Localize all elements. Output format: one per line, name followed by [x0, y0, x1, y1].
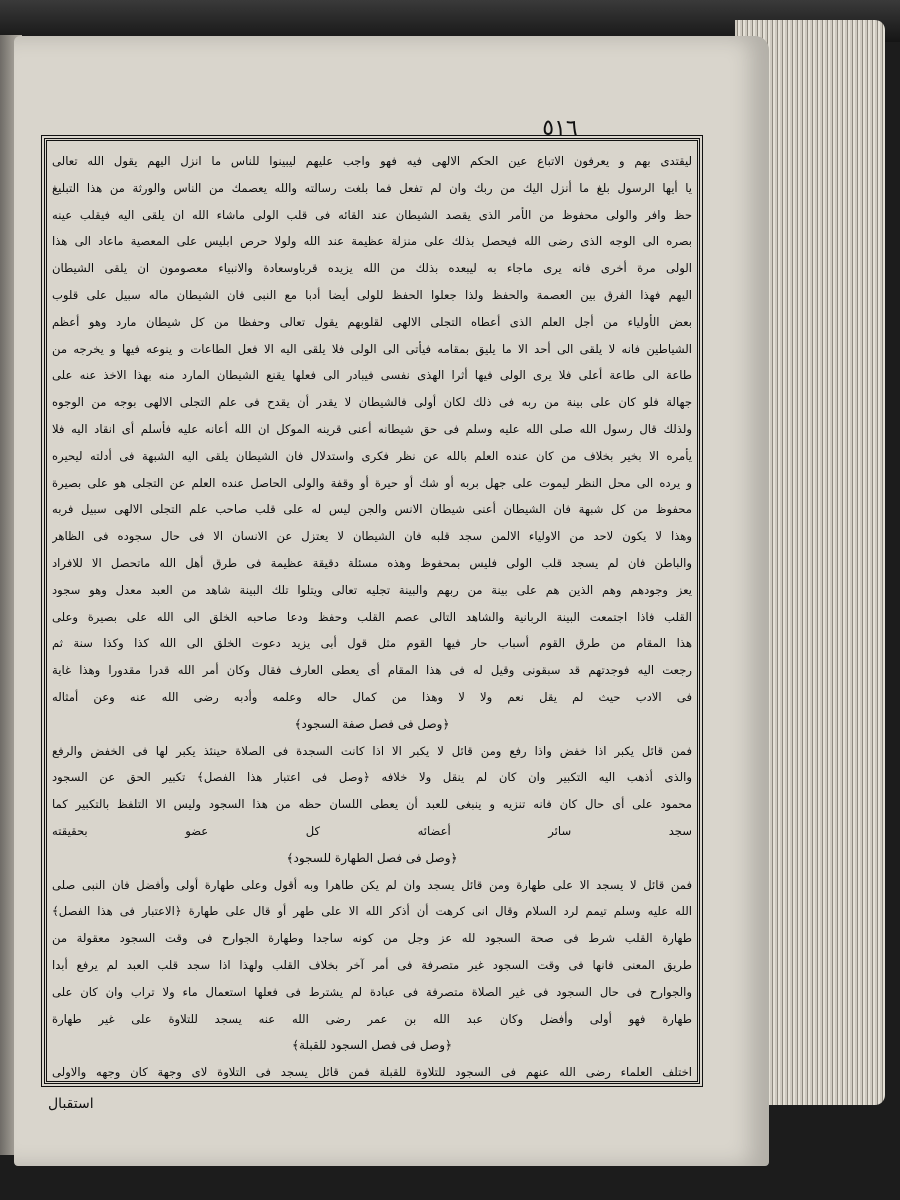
text-line: رجعت اليه فوجدتهم قد سبقونى وقيل له فى هذا المقام أى يعطى العارف فقال وكان أمر الله قدرا مقدورا وهذا غاية [52, 663, 692, 678]
text-line: جهالة فلو كان على بينة من ربه فى ذلك لكان أولى فالشيطان لا يقدر أن يقدح فى علم التجلى الالهى بوجه من الوجوه [52, 395, 692, 410]
text-line: الله عليه وسلم تيمم لرد السلام وقال انى كرهت أن أذكر الله الا على طهر أو قال على طهارة ﴿الاعتبار فى هذا الفصل﴾ [52, 904, 692, 919]
text-line: طاعة الى طاعة أعلى فلا يرى الولى فيها أثرا الهذى نفسى فيبادر الى فعلها يقنع الشيطان المارد منه بهذا الاخذ عنه على [52, 368, 692, 383]
text-line: الولى مرة أخرى فانه يرى ماجاء به ليبعده بذلك من الله يزيده قرباوسعادة والانبياء معصومون ان يلقى الشيطان [52, 261, 692, 276]
text-line: والذى أذهب اليه التكبير وان كان لم ينقل ولا خلافه ﴿وصل فى اعتبار هذا الفصل﴾ تكبير الحق عن السجود [52, 770, 692, 785]
section-heading: ﴿وصل فى فصل صفة السجود﴾ [294, 716, 450, 731]
text-line: ولذلك قال رسول الله صلى الله عليه وسلم فى حق شيطانه أعنى قرينه الموكل ان الله أعانه عليه فأسلم أى انقاد اليه فلا [52, 421, 692, 436]
text-line: سجد سائر أعضائه كل عضو بحقيقته [52, 823, 692, 838]
text-line: والجوارح فى حال السجود فى غير الصلاة متصرفة فى عبادة لم يشترط فى فعلها استعمال ماء ولا تراب وان كان على [52, 984, 692, 999]
text-line: طهارة القلب شرط فى صحة السجود لله عز وجل من كونه ساجدا وطهارة الجوارح فى وقت السجود معقولة من [52, 931, 692, 946]
text-line: بعض الأولياء من أجل العلم الذى أعطاه التجلى الالهى لقلوبهم يقول تعالى وحفظا من كل شيطان مارد وهو أعظم [52, 314, 692, 329]
text-line: اليهم فهذا الفرق بين العصمة والحفظ ولذا جعلوا الحفظ للولى أيضا أدبا مع النبى فان الشيطان ماله سبيل على قلوب [52, 287, 692, 302]
text-line: يأمره الا بخير بخلاف من كان عنده العلم بالله عن نظر فكرى واستدلال فان الشيطان يلقى اليه الشبهة فى أدلته ليحيره [52, 448, 692, 463]
text-line: محمود على أى حال كان فانه تنزيه و ينبغى للعبد أن يعطى اللسان حظه من هذا السجود وليس الا التلفظ بالتكبير كما [52, 797, 692, 812]
text-line: يا أيها الرسول بلغ ما أنزل اليك من ربك وان لم تفعل فما بلغت رسالته والله يعصمك من الناس والورثة من هذا التبليغ [52, 180, 692, 195]
text-line: وهذا لا يكون لاحد من الاولياء الالمن سجد قلبه فان الشيطان لا يعتزل عن الانسان الا فى حال سجوده فى الظاهر [52, 529, 692, 544]
text-line: القلب فاذا اجتمعت البينة الربانية والشاهد التالى عصم القلب وحفظ ودعا صاحبه الخلق الى الله على بصيرة وعلى [52, 609, 692, 624]
section-heading: ﴿وصل فى فصل الطهارة للسجود﴾ [286, 850, 458, 865]
text-line: فى الادب حيث لم يقل نعم ولا لا وهذا من كمال حاله وعلمه وأدبه رضى الله عنه وعن أمثاله [52, 689, 692, 704]
text-line: طريق المعنى فانها فى وقت السجود غير متصرفة فى أمر آخر بخلاف القلب ولهذا اذا سجد قلب العبد لم يرفع أبدا [52, 957, 692, 972]
text-line: طهارة فهو أولى وأفضل وكان عبد الله بن عمر رضى الله عنه يسجد للتلاوة على غير طهارة [52, 1011, 692, 1026]
catchword: استقبال [48, 1096, 94, 1112]
text-line: بصره الى الوجه الذى رضى الله فيحصل بذلك على منزلة عظيمة عند الله ولولا حرص ابليس على المعصية ماعاد الى هذا [52, 234, 692, 249]
text-line: اختلف العلماء رضى الله عنهم فى السجود للتلاوة للقبلة فمن قائل يسجد فى التلاوة لاى وجهة كان وجهه والاولى [52, 1065, 692, 1080]
text-line: والباطن فان لم يسجد قلب الولى فليس بمحفوظ وهذه مسئلة دقيقة عظيمة فى طرق أهل الله ماتحصل الا للافراد [52, 555, 692, 570]
text-line: يعز وجودهم وهم الذين هم على بينة من ربهم والبينة تجليه تعالى ويتلوا تلك البينة شاهد من العبد معدل وهو سجود [52, 582, 692, 597]
text-line: ليقتدى بهم و يعرفون الاتباع عين الحكم الالهى فيه فهو واجب عليهم ليبينوا للناس ما انزل اليهم يقول الله تعالى [52, 154, 692, 168]
text-line: فمن قائل لا يسجد الا على طهارة ومن قائل يسجد وان لم يكن طاهرا وبه أقول وعلى طهارة أولى وأفضل فان النبى صلى [52, 877, 692, 892]
text-line: الشياطين فانه لا يلقى الى أحد الا ما يليق بمقامه فيأتى الى الولى فلا يلقى اليه الا فعل الطاعات و ينوعه فيها و يخرجه من [52, 341, 692, 356]
section-heading: ﴿وصل فى فصل السجود للقبلة﴾ [291, 1038, 453, 1053]
text-line: هذا المقام من طرق القوم أسباب حار فيها القوم مثل قول أبى يزيد دعوت الخلق الى الله كذا وكذا سنة ثم [52, 636, 692, 651]
text-line: فمن قائل يكبر اذا خفض واذا رفع ومن قائل لا يكبر الا اذا كانت السجدة فى الصلاة حينئذ يكبر لها فى الخفض والرفع [52, 743, 692, 758]
text-line: محفوظ من كل شبهة فان الشيطان أعنى شيطان الانس والجن ليس له على قلب صاحب علم التجلى الالهى سبيل فربه [52, 502, 692, 517]
text-line: حظ وافر والولى محفوظ من الأمر الذى يقصد الشيطان عند القائه فى قلب الولى ماشاء الله ان يلقى اليه فيقلب عينه [52, 207, 692, 222]
text-line: و يرده الى محل النظر ليموت على جهل بربه أو شك أو حيرة أو وقفة والولى الحاصل عنده العلم عن التجلى هو على بصيرة [52, 475, 692, 490]
page-number: ٥١٦ [542, 116, 578, 141]
text-block [52, 148, 692, 1078]
